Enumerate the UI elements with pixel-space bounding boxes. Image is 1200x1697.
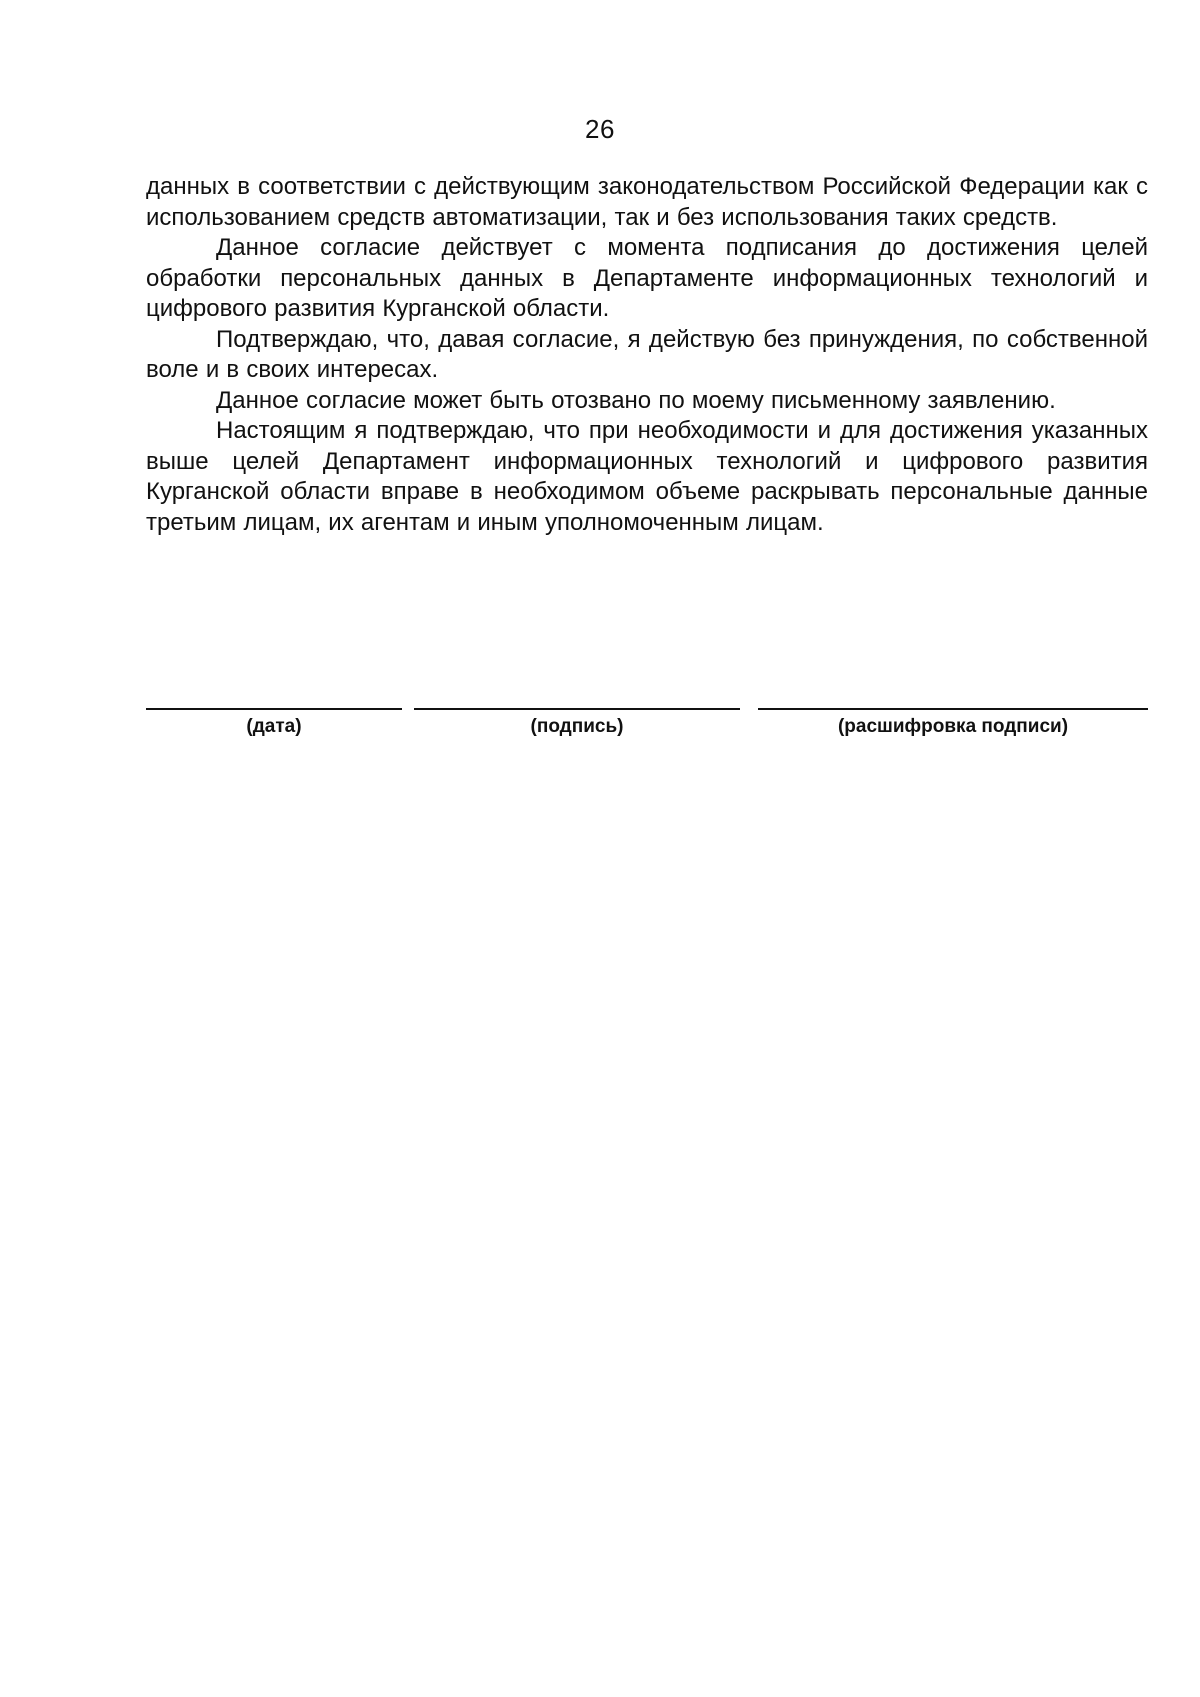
signature-caption: (подпись) (530, 716, 624, 737)
name-line (758, 708, 1148, 710)
page-number: 26 (585, 114, 615, 144)
paragraph-consent-validity: Данное согласие действует с момента подписания до достижения целей обработки персональных данных в Департаменте информационных технологий и цифрового развития Курганской области. (146, 234, 1148, 322)
paragraph-voluntary-confirmation: Подтверждаю, что, давая согласие, я действую без принуждения, по собственной воле и в своих интересах. (146, 325, 1148, 383)
signature-line (414, 708, 740, 710)
signature-block (0, 708, 1200, 748)
date-field (146, 708, 402, 738)
paragraph-disclosure-consent: Настоящим я подтверждаю, что при необходимости и для достижения указанных выше целей Департамент информационных технологий и цифрового развития Курганской области вправе в необходимом объеме раскрывать персональные данные третьим лицам, их агентам и иным уполномоченным лицам. (146, 417, 1148, 536)
paragraph-continuation: данных в соответствии с действующим законодательством Российской Федерации как с использованием средств автоматизации, так и без использования таких средств. (146, 173, 1148, 231)
name-field (758, 708, 1148, 738)
name-caption: (расшифровка подписи) (837, 716, 1069, 737)
document-body (146, 172, 1148, 538)
date-line (146, 708, 402, 710)
signature-field (414, 708, 740, 738)
date-caption: (дата) (246, 716, 302, 737)
paragraph-revocation: Данное согласие может быть отозвано по моему письменному заявлению. (216, 386, 1056, 414)
